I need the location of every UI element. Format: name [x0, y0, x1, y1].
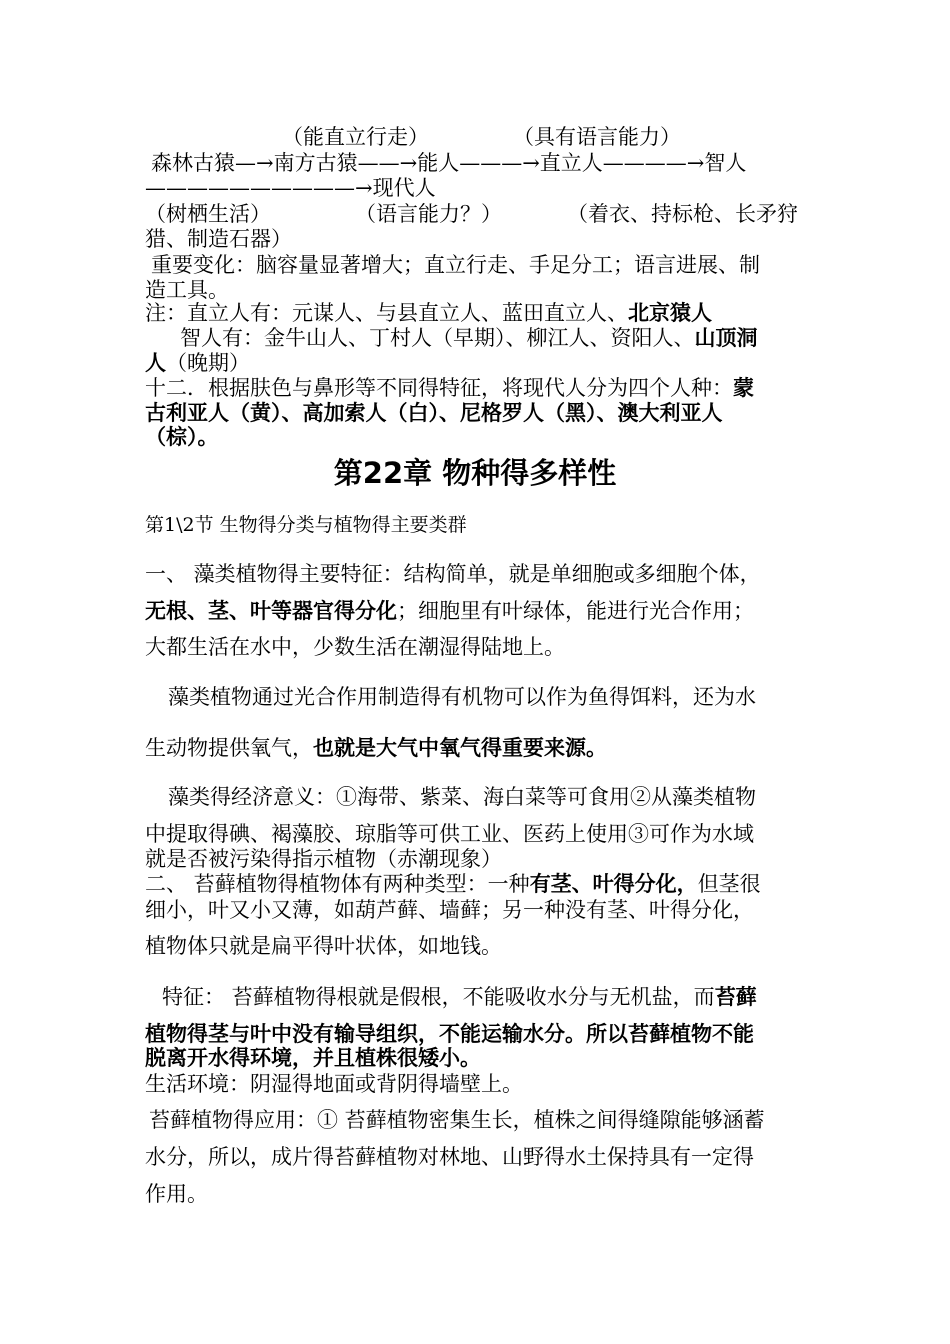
moss-feature-bold-start: 苔藓	[714, 984, 757, 1009]
algae-feature-rest: ；细胞里有叶绿体，能进行光合作用；	[397, 599, 754, 623]
moss-feature-line3: 脱离开水得环境，并且植株很矮小。	[145, 1045, 481, 1070]
note-homo-sapiens-tail: （晚期）	[166, 351, 250, 375]
algae-economic-line2: 中提取得碘、褐藻胶、琼脂等可供工业、医药上使用③可作为水域	[145, 822, 754, 846]
evolution-note-arboreal: （树栖生活）	[145, 202, 271, 226]
evolution-note-tools: （着衣、持标枪、长矛狩	[567, 202, 798, 226]
moss-feature-line1	[162, 984, 757, 1010]
evolution-chain: 森林古猿—→南方古猿——→能人———→直立人————→智人	[151, 151, 747, 175]
moss-feature-text: 特征： 苔藓植物得根就是假根，不能吸收水分与无机盐，而	[162, 985, 715, 1009]
algae-economic-line3: 就是否被污染得指示植物（赤潮现象）	[145, 847, 502, 871]
note-homo-erectus-bold: 北京猿人	[628, 300, 712, 325]
algae-feature-line3: 大都生活在水中，少数生活在潮湿得陆地上。	[145, 635, 565, 659]
races-bold-start: 蒙	[733, 375, 754, 400]
moss-types-rest: 但茎很	[697, 872, 761, 896]
moss-habitat: 生活环境：阴湿得地面或背阴得墙壁上。	[145, 1072, 523, 1096]
chapter-title: 第22章 物种得多样性	[333, 456, 617, 490]
moss-use-line3: 作用。	[145, 1182, 208, 1206]
note-homo-erectus-text: 注：直立人有：元谋人、与县直立人、蓝田直立人、	[145, 301, 628, 325]
moss-feature-line2: 植物得茎与叶中没有输导组织，不能运输水分。所以苔藓植物不能	[145, 1021, 754, 1046]
algae-oxygen-line1: 藻类植物通过光合作用制造得有机物可以作为鱼得饵料，还为水	[168, 685, 756, 709]
important-changes-line2: 造工具。	[145, 278, 229, 302]
algae-feature-line1: 一、 藻类植物得主要特征：结构简单，就是单细胞或多细胞个体，	[145, 562, 761, 586]
note-homo-sapiens	[180, 325, 758, 351]
note-homo-sapiens-cont	[145, 350, 250, 376]
important-changes-line1: 重要变化：脑容量显著增大；直立行走、手足分工；语言进展、制	[151, 253, 760, 277]
algae-feature-bold: 无根、茎、叶等器官得分化	[145, 598, 397, 623]
races-line1	[145, 375, 754, 401]
algae-oxygen-line2	[145, 735, 607, 761]
algae-oxygen-text: 生动物提供氧气，	[145, 736, 313, 760]
section-title: 第1\2节 生物得分类与植物得主要类群	[145, 514, 467, 536]
algae-oxygen-bold: 也就是大气中氧气得重要来源。	[313, 735, 607, 760]
algae-feature-line2	[145, 598, 754, 624]
moss-types-line2: 细小，叶又小又薄，如葫芦藓、墙藓；另一种没有茎、叶得分化，	[145, 898, 754, 922]
note-homo-sapiens-bold: 山顶洞	[694, 325, 758, 350]
note-homo-sapiens-bold-cont: 人	[145, 350, 166, 375]
evolution-note-upright: （能直立行走）	[282, 125, 429, 149]
note-homo-sapiens-text: 智人有：金牛山人、丁村人（早期）、柳江人、资阳人、	[180, 326, 695, 350]
races-text: 十二．根据肤色与鼻形等不同得特征，将现代人分为四个人种：	[145, 376, 733, 400]
moss-types-bold: 有茎、叶得分化，	[529, 871, 698, 896]
evolution-note-language-question: （语言能力？）	[355, 202, 502, 226]
moss-types-text: 二、 苔藓植物得植物体有两种类型：一种	[145, 872, 530, 896]
moss-types-line1	[145, 871, 761, 897]
moss-use-line2: 水分，所以，成片得苔藓植物对林地、山野得水土保持具有一定得	[145, 1145, 754, 1169]
moss-types-line3: 植物体只就是扁平得叶状体，如地钱。	[145, 934, 502, 958]
algae-economic-line1: 藻类得经济意义：①海带、紫菜、海白菜等可食用②从藻类植物	[168, 785, 756, 809]
note-homo-erectus	[145, 300, 712, 326]
evolution-chain-continued: ——————————→现代人	[145, 176, 436, 200]
evolution-note-tools-continued: 猎、制造石器）	[145, 227, 292, 251]
evolution-note-language: （具有语言能力）	[513, 125, 681, 149]
moss-use-line1: 苔藓植物得应用：① 苔藓植物密集生长，植株之间得缝隙能够涵蓄	[149, 1108, 765, 1132]
races-line3: （棕）。	[145, 424, 219, 449]
races-line2: 古利亚人（黄）、高加索人（白）、尼格罗人（黑）、澳大利亚人	[145, 400, 723, 425]
